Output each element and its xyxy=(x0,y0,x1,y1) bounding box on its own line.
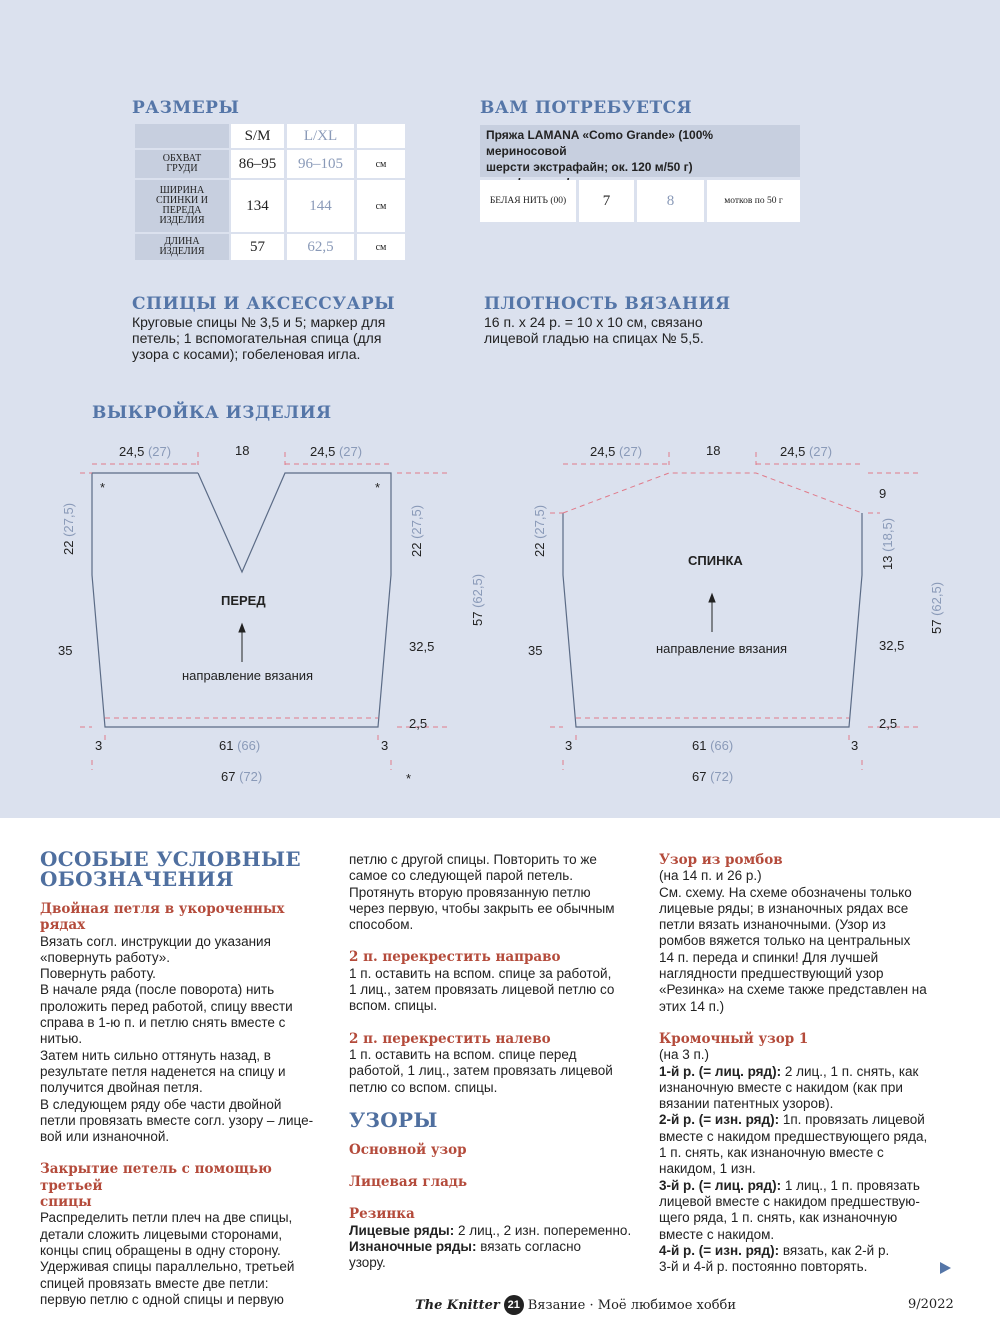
needles-text: Круговые спицы № 3,5 и 5; маркер для петель; 1 вспомогательная спица (для узора с косами); гобеленовая игла. xyxy=(132,314,386,362)
width-sm: 134 xyxy=(231,180,284,232)
magazine-tagline: Вязание · Моё любимое хобби xyxy=(527,1297,737,1313)
symbols-title-1: ОСОБЫЕ УСЛОВНЫЕ xyxy=(40,847,301,871)
bind-off-text: Распределить петли плеч на две спицы, детали сложить лицевыми сторонами, концы спиц обращены в одну сторону. Удерживая спицы параллельно, третьей спицей провязать вместе две петли: первую петлю с одной спицы и первую xyxy=(40,1210,295,1307)
front-right-lower: 32,5 xyxy=(409,639,435,654)
back-slope: 9 xyxy=(879,486,887,501)
diamond-heading: Узор из ромбов xyxy=(659,852,783,868)
size-lxl-header: L/XL xyxy=(287,124,354,148)
front-dashes xyxy=(80,452,450,770)
front-top-left: 24,5 (27) xyxy=(119,444,172,459)
footer-brand xyxy=(415,1295,736,1315)
front-right-upper: 22 (27,5) xyxy=(409,504,424,557)
gauge-title: ПЛОТНОСТЬ ВЯЗАНИЯ xyxy=(484,294,731,314)
chest-unit: см xyxy=(357,150,405,178)
front-star-left: * xyxy=(100,480,106,495)
cross-right-heading: 2 п. перекрестить направо xyxy=(349,949,561,966)
front-star-right: * xyxy=(375,480,381,495)
yarn-line-2: шерсти экстрафайн; ок. 120 м/50 г) xyxy=(486,160,693,174)
cross-left-text: 1 п. оставить на вспом. спице перед работой, 1 лиц., затем провязать лицевой петлю со вспом. спицы. xyxy=(349,1046,613,1095)
row-label-chest: ОБХВАТ ГРУДИ xyxy=(135,150,229,178)
chest-sm: 86–95 xyxy=(231,150,284,178)
row-label-length: ДЛИНА ИЗДЕЛИЯ xyxy=(135,234,229,260)
back-inset-left: 3 xyxy=(565,738,573,753)
back-left-upper: 22 (27,5) xyxy=(532,504,547,557)
front-rib: 2,5 xyxy=(409,716,428,731)
length-lxl: 62,5 xyxy=(287,234,354,260)
yarn-qty-lxl: 8 xyxy=(637,180,704,222)
double-loop-heading: Двойная петля в укороченных рядах xyxy=(40,901,285,934)
back-inset-right: 3 xyxy=(851,738,859,753)
back-left-lower: 35 xyxy=(528,643,543,658)
length-sm: 57 xyxy=(231,234,284,260)
stockinette-heading: Лицевая гладь xyxy=(349,1174,468,1191)
bind-off-text-cont: петлю с другой спицы. Повторить то же самое со следующей парой петель. Протянуть вторую провязанную петлю через первую, чтобы закрыть ее обычным способом. xyxy=(349,852,615,933)
diamond-text: (на 14 п. и 26 р.) См. схему. На схеме обозначены только лицевые ряды; в изнаночных рядах все петли вязать изнаночными. (Узор из ромбов вяжется только на центральных 14 п. переда и спинки! Для лучшей наглядности предшествующий узор «Резинка» на схеме также представлен на этих 14 п.) xyxy=(659,868,927,1014)
cross-right-text: 1 п. оставить на вспом. спице за работой, 1 лиц., затем провязать лицевой петлю со вспом. спицы. xyxy=(349,965,615,1014)
front-direction-arrow xyxy=(239,624,245,662)
page-number: 21 xyxy=(504,1295,524,1315)
yarn-color: БЕЛАЯ НИТЬ (00) xyxy=(480,180,576,222)
front-inset-right: 3 xyxy=(381,738,389,753)
front-top-right: 24,5 (27) xyxy=(310,444,363,459)
back-direction-label: направление вязания xyxy=(656,641,788,656)
back-dashes xyxy=(550,452,920,770)
bind-off-heading: Закрытие петель с помощью третьей спицы xyxy=(40,1161,272,1211)
main-pattern-heading: Основной узор xyxy=(349,1141,467,1158)
cross-left-heading: 2 п. перекрестить налево xyxy=(349,1030,551,1047)
edge-pattern-text: (на 3 п.) 1-й р. (= лиц. ряд): 2 лиц., 1 п. снять, как изнаночную вместе с накидом (как при вязании патентных узоров). 2-й р. (= изн. ряд): 1п. провязать лицевой вместе с накидом предшествующего ряда, 1 п. снять, как изнаночную вместе с накидом, 1 изн. 3-й р. (= лиц. ряд): 1 лиц., 1 п. провязать лицевой вместе с накидом предшествую- щего ряда, 1 п. снять, как изнаночную вместе с накидом. 4-й р. (= изн. ряд): вязать, как 2-й р. 3-й и 4-й р. постоянно повторять. xyxy=(659,1047,928,1275)
back-bottom: 61 (66) xyxy=(692,738,734,753)
edge-pattern-heading: Кромочный узор 1 xyxy=(659,1030,809,1047)
front-inset-left: 3 xyxy=(95,738,103,753)
yarn-description xyxy=(480,125,800,177)
yarn-qty-unit: мотков по 50 г xyxy=(707,180,800,222)
magazine-name: The Knitter xyxy=(415,1297,500,1313)
back-top-left: 24,5 (27) xyxy=(590,444,643,459)
back-width: 67 (72) xyxy=(692,769,734,784)
back-neck: 18 xyxy=(706,443,721,458)
rib-heading: Резинка xyxy=(349,1206,415,1223)
pattern-schematics xyxy=(0,425,1000,795)
front-neck: 18 xyxy=(235,443,250,458)
needles-title: СПИЦЫ И АКСЕССУАРЫ xyxy=(132,294,396,314)
double-loop-text: Вязать согл. инструкции до указания «повернуть работу». Повернуть работу. В начале ряда (после поворота) нить проложить перед работой, спицу ввести справа в 1-ю п. и петлю снять вместе с нитью. Затем нить сильно оттянуть назад, в результате петля наденется на спицу и получится двойная петля. В следующем ряду обе части двойной петли провязать вместе согл. узору – лице- вой или изнаночной. xyxy=(40,933,314,1145)
symbols-title-2: ОБОЗНАЧЕНИЯ xyxy=(40,867,234,891)
back-label: СПИНКА xyxy=(688,553,743,568)
front-label: ПЕРЕД xyxy=(221,593,266,608)
size-sm-header: S/M xyxy=(231,124,284,148)
back-direction-arrow xyxy=(709,594,715,632)
column-3 xyxy=(659,852,954,1275)
back-top-right: 24,5 (27) xyxy=(780,444,833,459)
yarn-line-1: Пряжа LAMANA «Como Grande» (100% мериносовой xyxy=(486,128,714,158)
front-direction-label: направление вязания xyxy=(182,668,314,683)
front-star-bottom: * xyxy=(406,771,412,786)
unit-header xyxy=(357,124,405,148)
sizes-title: РАЗМЕРЫ xyxy=(132,98,240,118)
materials-title: ВАМ ПОТРЕБУЕТСЯ xyxy=(480,98,693,118)
gauge-text: 16 п. х 24 р. = 10 х 10 см, связано лицевой гладью на спицах № 5,5. xyxy=(484,314,704,346)
patterns-title: УЗОРЫ xyxy=(349,1107,438,1132)
issue-number: 9/2022 xyxy=(908,1297,954,1312)
back-rib: 2,5 xyxy=(879,716,898,731)
yarn-qty-sm: 7 xyxy=(579,180,634,222)
front-total-height: 57 (62,5) xyxy=(470,573,485,626)
rib-text: Лицевые ряды: 2 лиц., 2 изн. попеременно. Изнаночные ряды: вязать согласно узору. xyxy=(349,1222,632,1271)
front-bottom: 61 (66) xyxy=(219,738,261,753)
width-lxl: 144 xyxy=(287,180,354,232)
back-right-upper: 13 (18,5) xyxy=(880,517,895,570)
row-label-width: ШИРИНА СПИНКИ И ПЕРЕДА ИЗДЕЛИЯ xyxy=(135,180,229,232)
column-1 xyxy=(40,849,330,1308)
back-right-lower: 32,5 xyxy=(879,638,905,653)
front-left-upper: 22 (27,5) xyxy=(61,502,76,555)
column-2 xyxy=(349,852,644,1272)
pattern-title: ВЫКРОЙКА ИЗДЕЛИЯ xyxy=(92,403,332,423)
front-left-lower: 35 xyxy=(58,643,73,658)
chest-lxl: 96–105 xyxy=(287,150,354,178)
length-unit: см xyxy=(357,234,405,260)
width-unit: см xyxy=(357,180,405,232)
back-total-height: 57 (62,5) xyxy=(929,581,944,634)
sizes-header-blank xyxy=(135,124,229,148)
front-width: 67 (72) xyxy=(221,769,263,784)
next-page-arrow-icon[interactable] xyxy=(940,1262,951,1274)
